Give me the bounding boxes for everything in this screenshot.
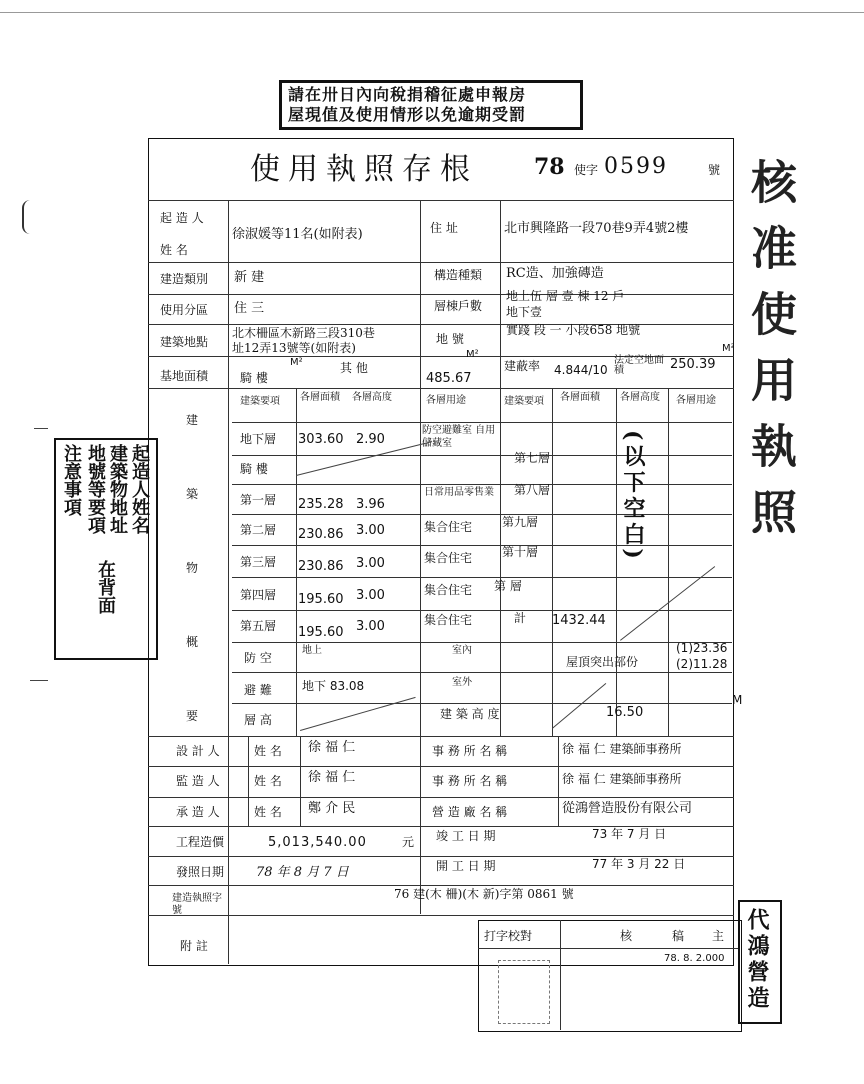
floor-area: 303.60 <box>298 432 344 447</box>
label-permit-no: 建造執照字號 <box>172 893 222 916</box>
permit-no-value: 76 建(木 柵)(木 新)字第 0861 號 <box>394 887 574 901</box>
check-table-label: 打字校對 <box>484 929 533 943</box>
issue-date-value: 78 年 8 月 7 日 <box>256 865 349 880</box>
permit-hao-label: 號 <box>708 163 721 177</box>
label-structure: 構造種類 <box>434 268 483 282</box>
building-height-value: 16.50 <box>606 705 644 720</box>
floor-name: 地下層 <box>240 432 277 446</box>
label-designer: 設 計 人 <box>176 744 220 758</box>
label-floors-units: 層棟戶數 <box>434 299 483 313</box>
floor-name: 第一層 <box>240 493 277 507</box>
company-seal <box>738 900 782 1024</box>
floor-area: 195.60 <box>298 592 344 607</box>
label-designer-name: 姓 名 <box>254 744 282 758</box>
floors-units-value-2: 地下壹 <box>506 305 543 319</box>
building-height-label: 建 築 高 度 <box>440 707 500 721</box>
unit-m2-2: M² <box>466 349 479 360</box>
cost-value: 5,013,540.00 <box>268 835 367 850</box>
floor-name-r: 計 <box>514 611 527 625</box>
structure-value: RC造、加強磚造 <box>506 266 604 281</box>
header-use-r: 各層用途 <box>676 395 716 406</box>
parking-outdoor: 室外 <box>452 677 472 688</box>
side-note-col-4: 注意事項 <box>61 444 82 516</box>
header-item: 建築要項 <box>240 396 280 407</box>
floor-height: 2.90 <box>356 432 385 447</box>
floor-area: 235.28 <box>298 497 344 512</box>
use-zone-value: 住 三 <box>234 301 265 316</box>
label-cost: 工程造價 <box>176 835 225 849</box>
floors-units-value-1: 地上伍 層 壹 棟 12 戶 <box>506 289 625 303</box>
floor-height: 3.00 <box>356 619 385 634</box>
builder-value: 徐淑媛等11名(如附表) <box>232 227 363 242</box>
building-label-1: 建 <box>186 413 199 427</box>
site-location-value-2: 址12弄13號等(如附表) <box>232 341 356 355</box>
coverage-label: 建蔽率 <box>504 359 541 373</box>
floor-name-r: 第八層 <box>514 483 551 497</box>
label-builder-2: 姓 名 <box>160 243 188 257</box>
floor-name: 避 難 <box>244 683 272 697</box>
label-lot-no: 地 號 <box>436 332 464 346</box>
roof-value-1: (1)23.36 <box>676 641 728 655</box>
label-site-area: 基地面積 <box>160 369 209 383</box>
start-date-value: 77 年 3 月 22 日 <box>592 857 686 871</box>
floor-name: 第二層 <box>240 523 277 537</box>
floor-name-r: 第七層 <box>514 451 551 465</box>
side-note-col-5: 在背面 <box>95 560 116 614</box>
label-remarks: 附 註 <box>180 939 208 953</box>
floor-name: 第四層 <box>240 588 277 602</box>
check-scribble-box <box>498 960 550 1024</box>
building-label-3: 物 <box>186 561 199 575</box>
form-title: 使用執照存根 <box>250 152 478 187</box>
header-area-r: 各層面積 <box>560 392 600 403</box>
other-label: 其 他 <box>340 361 368 375</box>
label-completion-date: 竣 工 日 期 <box>436 829 496 843</box>
scratch-mark <box>22 200 38 234</box>
floor-name: 第三層 <box>240 555 277 569</box>
floor-name-r: 第 層 <box>494 579 522 593</box>
label-build-type: 建造類別 <box>160 272 209 286</box>
header-height: 各層高度 <box>352 392 392 403</box>
legal-space-label: 法定空地面積 <box>614 355 664 376</box>
completion-date-value: 73 年 7 月 日 <box>592 827 667 841</box>
lot-no-value: 實踐 段 一 小段658 地號 <box>506 323 641 337</box>
site-location-value-1: 北木柵區木新路三段310巷 <box>232 326 375 340</box>
header-use: 各層用途 <box>426 395 466 406</box>
label-supervisor-name: 姓 名 <box>254 774 282 788</box>
unit-m2-3: M² <box>722 343 735 354</box>
floor-area: 230.86 <box>298 559 344 574</box>
label-contractor: 承 造 人 <box>176 805 220 819</box>
label-issue-date: 發照日期 <box>176 865 225 879</box>
floor-use: 日常用品零售業 <box>424 487 494 498</box>
permit-zi-label: 使字 <box>574 163 599 177</box>
floor-name: 騎 樓 <box>240 462 268 476</box>
label-builder-1: 起 造 人 <box>160 211 204 225</box>
designer-office-value: 徐 福 仁 建築師事務所 <box>562 742 682 756</box>
floor-height: 3.00 <box>356 588 385 603</box>
tax-notice-line-1: 請在卅日內向稅捐稽征處申報房 <box>288 85 527 104</box>
legal-space-value: 250.39 <box>670 357 716 372</box>
building-label-4: 概 <box>186 635 199 649</box>
floor-use: 防空避難室 自用儲藏室 <box>422 425 496 449</box>
label-address: 住 址 <box>430 221 458 235</box>
label-supervisor-office: 事 務 所 名 稱 <box>432 774 508 788</box>
label-start-date: 開 工 日 期 <box>436 859 496 873</box>
floor-name-r: 第九層 <box>502 515 539 529</box>
permit-year: 78 <box>534 154 565 180</box>
address-value: 北市興隆路一段70巷9弄4號2樓 <box>504 221 689 236</box>
label-supervisor: 監 造 人 <box>176 774 220 788</box>
floor-name: 第五層 <box>240 619 277 633</box>
total-area: 1432.44 <box>552 613 606 628</box>
floor-name: 層 高 <box>244 713 272 727</box>
floor-use: 集合住宅 <box>424 613 473 627</box>
side-note-col-1: 起造人姓名 <box>129 444 150 534</box>
unit-yuan: 元 <box>402 835 415 849</box>
roof-value-2: (2)11.28 <box>676 657 728 671</box>
floor-use: 集合住宅 <box>424 551 473 565</box>
side-note-col-2: 建築物地址 <box>107 444 128 534</box>
unit-m2-1: M² <box>290 357 303 368</box>
supervisor-value: 徐 福 仁 <box>308 770 356 785</box>
roof-label: 屋頂突出部份 <box>566 655 639 669</box>
contractor-value: 鄭 介 民 <box>308 801 356 816</box>
label-contractor-company: 營 造 廠 名 稱 <box>432 805 508 819</box>
floor-area: 230.86 <box>298 527 344 542</box>
label-site-location: 建築地點 <box>160 335 209 349</box>
build-type-value: 新 建 <box>234 270 265 285</box>
check-col-3: 主 <box>712 929 725 943</box>
floor-use: 集合住宅 <box>424 520 473 534</box>
floor-area: 195.60 <box>298 625 344 640</box>
check-date: 78. 8. 2.000 <box>664 953 725 964</box>
label-use-zone: 使用分區 <box>160 303 209 317</box>
permit-number: 0599 <box>604 154 668 179</box>
other-area-value: 485.67 <box>426 371 472 386</box>
unit-m-height: M <box>732 693 743 707</box>
building-label-2: 築 <box>186 487 199 501</box>
label-designer-office: 事 務 所 名 稱 <box>432 744 508 758</box>
header-area: 各層面積 <box>300 392 340 403</box>
header-item-r: 建築要項 <box>504 396 544 407</box>
floor-height: 3.00 <box>356 523 385 538</box>
right-handwriting: 核准使用執照 <box>744 158 798 554</box>
contractor-company-value: 從鴻營造股份有限公司 <box>562 801 693 816</box>
floor-use: 集合住宅 <box>424 583 473 597</box>
basement-shelter: 地下 83.08 <box>302 679 365 693</box>
floor-name-r: 第十層 <box>502 545 539 559</box>
header-height-r: 各層高度 <box>620 392 660 403</box>
parking-indoor: 室內 <box>452 645 472 656</box>
floor-height: 3.00 <box>356 556 385 571</box>
check-col-2: 稿 <box>672 929 685 943</box>
arcade-label: 騎 樓 <box>240 371 268 385</box>
side-note-box <box>54 438 158 660</box>
floor-height: 3.96 <box>356 497 385 512</box>
floor-name: 防 空 <box>244 651 272 665</box>
tax-notice-line-2: 屋現值及使用情形以免逾期受罰 <box>288 105 527 124</box>
seal-text: 代鴻營造 <box>744 908 770 1012</box>
building-label-5: 要 <box>186 709 199 723</box>
check-col-1: 核 <box>620 929 633 943</box>
tax-notice-stamp <box>279 80 583 130</box>
coverage-value: 4.844/10 <box>554 363 608 377</box>
supervisor-office-value: 徐 福 仁 建築師事務所 <box>562 772 682 786</box>
designer-value: 徐 福 仁 <box>308 740 356 755</box>
label-contractor-name: 姓 名 <box>254 805 282 819</box>
blank-note: (以下空白) <box>620 430 646 563</box>
side-note-col-3: 地號等要項 <box>85 444 106 534</box>
shelter-above: 地上 <box>302 645 322 656</box>
